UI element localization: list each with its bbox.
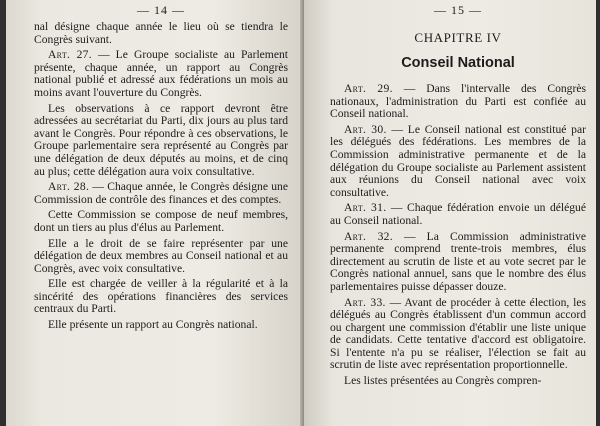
paragraph-text: Elle est chargée de veiller à la régularité et à la sincérité des opérations financières des services centraux du Parti. <box>34 277 288 316</box>
article-number: Art. 29. <box>344 82 393 95</box>
paragraph <box>34 278 288 316</box>
paragraph-text: nal désigne chaque année le lieu où se tiendra le Congrès suivant. <box>34 20 288 46</box>
paragraph-text: — Le Groupe socialiste au Parlement présente, chaque année, un rapport au Congrès national publié et adressé aux fédérations un mois au moins avant l'ouverture du Congrès. <box>34 48 288 99</box>
article-number: Art. 31. <box>344 201 387 215</box>
paragraph-text: — Chaque année, le Congrès désigne une Commission de contrôle des finances et des comptes. <box>34 180 288 206</box>
paragraph <box>34 49 288 99</box>
paragraph-text: — Chaque fédération envoie un délégué au Conseil national. <box>330 201 586 227</box>
paragraph-text: — Dans l'intervalle des Congrès nationaux, l'administration du Parti est confiée au Conseil national. <box>330 82 586 121</box>
paragraph <box>34 21 288 46</box>
chapter-heading: CHAPITRE IV <box>414 30 502 45</box>
paragraph-text: Cette Commission se compose de neuf membres, dont un tiers au plus d'élus au Parlement. <box>34 208 288 234</box>
right-page <box>304 0 596 426</box>
paragraph-text: Elle présente un rapport au Congrès national. <box>48 318 258 332</box>
article-number: Art. 28. <box>48 180 90 194</box>
page-number-left: — 14 — <box>137 3 185 17</box>
paragraph <box>330 375 586 388</box>
left-page-body <box>34 21 288 332</box>
article-number: Art. 30. <box>344 122 387 136</box>
left-page <box>6 0 302 426</box>
paragraph <box>330 124 586 200</box>
paragraph-text: — Avant de procéder à cette élection, les délégués au Congrès établissent d'un commun accord ou chargent une commission d'établir une liste unique de candidats. Cette tentative d'accord est obligatoire. Si l'entente n'a pu se réaliser, l'élection se fait au scrutin de liste avec représentation proportionnelle. <box>330 295 586 372</box>
paragraph-text: Elle a le droit de se faire représenter par une délégation de deux membres au Conseil national et au Congrès, avec voix consultative. <box>34 236 288 275</box>
paragraph <box>330 231 586 294</box>
paragraph <box>330 297 586 373</box>
paragraph <box>34 103 288 179</box>
paragraph-text: — Le Conseil national est constitué par les délégués des fédérations. Les membres de la Commission administrative permanente et de la délégation du Groupe socialiste au Parlement assistent aux réunions du Conseil national avec voix consultative. <box>330 122 586 199</box>
article-number: Art. 32. <box>344 229 393 243</box>
article-number: Art. 27. <box>48 48 92 62</box>
paragraph-text: Les observations à ce rapport devront être adressées au secrétariat du Parti, dix jours au plus tard avant le Congrès. Pour répondre à ces observations, le Groupe parlementaire sera représenté au Congrès par une délégation de deux députés au moins, et de cinq au plus; cette délégation aura voix consultative. <box>34 101 288 178</box>
paragraph <box>34 209 288 234</box>
section-title: Conseil National <box>401 55 515 71</box>
paragraph <box>34 238 288 276</box>
paragraph-text: — La Commission administrative permanente comprend trente-trois membres, élus directement au scrutin de liste et au vote secret par le Congrès national annuel, sans que le nombre des élus parlementaires puisse dépasser douze. <box>330 229 586 293</box>
right-page-body <box>330 83 586 388</box>
paragraph <box>34 319 288 332</box>
article-number: Art. 33. <box>344 295 386 309</box>
paragraph <box>34 181 288 206</box>
page-number-right: — 15 — <box>434 3 482 17</box>
paragraph <box>330 202 586 227</box>
paragraph <box>330 83 586 121</box>
paragraph-text: Les listes présentées au Congrès compren- <box>344 374 542 388</box>
